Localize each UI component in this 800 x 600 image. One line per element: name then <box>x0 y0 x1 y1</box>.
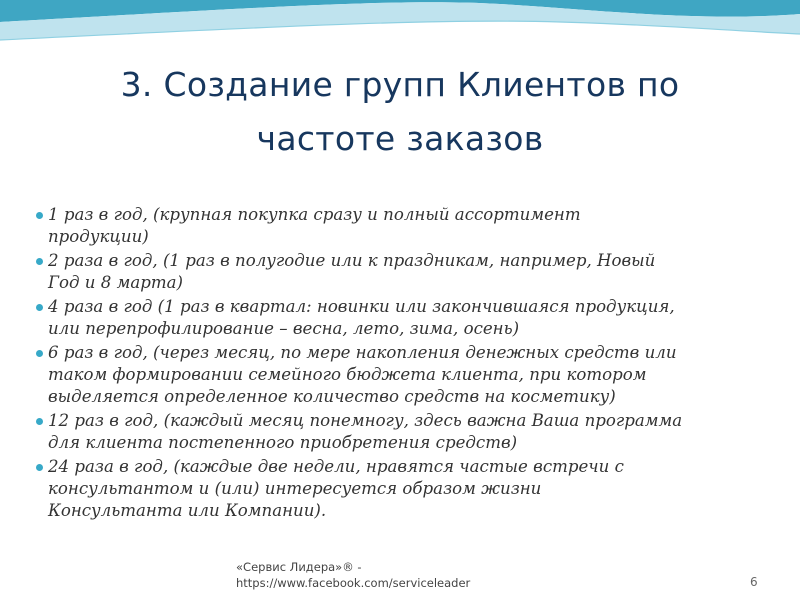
slide-title <box>40 58 760 166</box>
bullet-line: 12 раз в год, (каждый месяц понемногу, здесь важна Ваша программа <box>48 411 683 430</box>
bullet-line: 4 раза в год (1 раз в квартал: новинки или закончившаяся продукция, <box>48 297 675 316</box>
bullet-dot-icon <box>36 418 43 425</box>
page-number: 6 <box>750 575 758 589</box>
bullet-dot-icon <box>36 258 43 265</box>
footer-link[interactable]: https://www.facebook.com/serviceleader <box>236 576 471 590</box>
bullet-dot-icon <box>36 350 43 357</box>
bullet-line: 24 раза в год, (каждые две недели, нравятся частые встречи с <box>48 457 624 476</box>
bullet-item <box>36 342 756 408</box>
bullet-list <box>36 204 756 524</box>
bullet-line: 1 раз в год, (крупная покупка сразу и полный ассортимент <box>48 205 581 224</box>
bullet-line: выделяется определенное количество средств на косметику) <box>48 387 616 406</box>
bullet-line: консультантом и (или) интересуется образом жизни <box>48 479 542 498</box>
bullet-line: Консультанта или Компании). <box>48 501 327 520</box>
bullet-line: Год и 8 марта) <box>48 273 183 292</box>
bullet-line: для клиента постепенного приобретения средств) <box>48 433 518 452</box>
bullet-line: продукции) <box>48 227 149 246</box>
bullet-item <box>36 296 756 340</box>
decorative-waves <box>0 0 800 60</box>
footer-brand: «Сервис Лидера»® - <box>236 560 362 574</box>
title-line-2: частоте заказов <box>256 119 544 158</box>
bullet-line: или перепрофилирование – весна, лето, зима, осень) <box>48 319 520 338</box>
bullet-item <box>36 410 756 454</box>
bullet-dot-icon <box>36 464 43 471</box>
bullet-item <box>36 456 756 522</box>
bullet-item <box>36 250 756 294</box>
bullet-item <box>36 204 756 248</box>
bullet-line: 6 раз в год, (через месяц, по мере накопления денежных средств или <box>48 343 677 362</box>
bullet-dot-icon <box>36 304 43 311</box>
bullet-line: таком формировании семейного бюджета клиента, при котором <box>48 365 647 384</box>
title-line-1: 3. Создание групп Клиентов по <box>120 65 680 104</box>
bullet-dot-icon <box>36 212 43 219</box>
bullet-line: 2 раза в год, (1 раз в полугодие или к праздникам, например, Новый <box>48 251 656 270</box>
footer-source <box>236 559 470 591</box>
